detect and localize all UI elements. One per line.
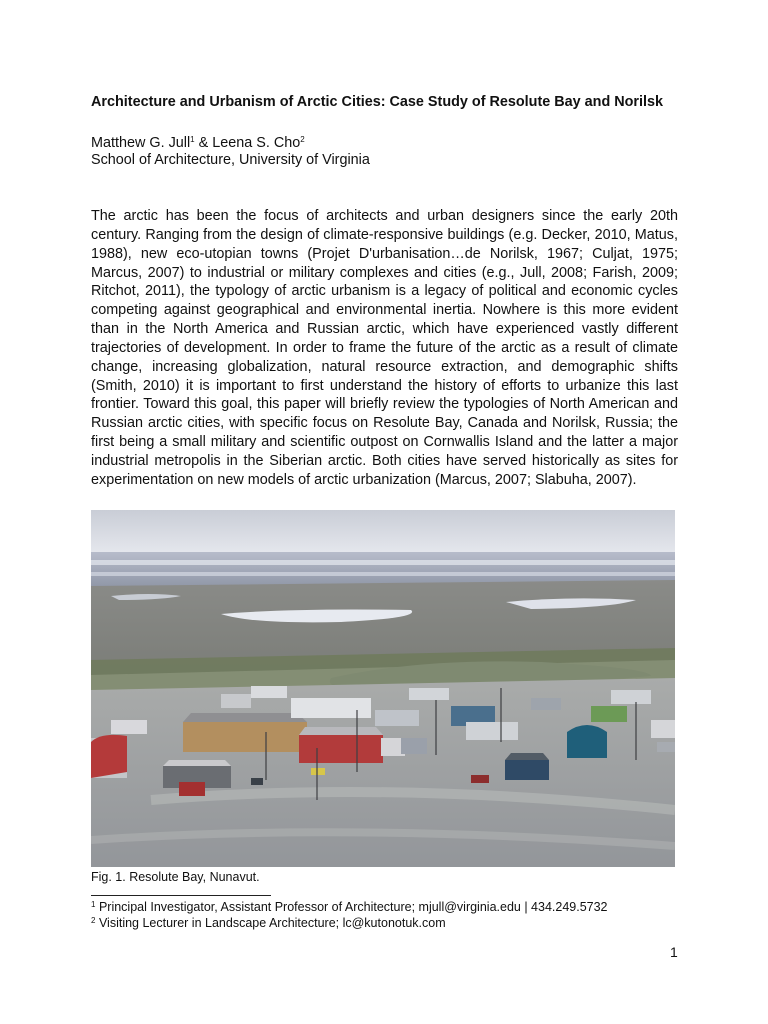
- abstract-paragraph: The arctic has been the focus of architects and urban designers since the early 20th century. Ranging from the design of climate-responsive buildings (e.g. Decker, 2010, Matus, 1988), new eco-utopian towns (Projet D'urbanisation…de Norilsk, 1967; Culjat, 1975; Marcus, 2007) to industrial or military complexes and cities (e.g., Jull, 2008; Farish, 2009; Ritchot, 2011), the typology of arctic urbanism is a legacy of political and economic cycles competing against geographical and environmental inertia. Nowhere is this more evident than in the North America and Russian arctic, which have experienced vastly different trajectories of development. In order to frame the future of the arctic as a result of climate change, increasing globalization, natural resource extraction, and demographic shifts (Smith, 2010) it is important to first understand the history of efforts to urbanize this last frontier. Toward this goal, this paper will briefly review the typologies of North American and Russian arctic cities, with specific focus on Resolute Bay, Canada and Norilsk, Russia; the first being a small military and scientific outpost on Cornwallis Island and the latter a major industrial metropolis in the Siberian arctic. Both cities have served historically as sites for experimentation on new models of arctic urbanization (Marcus, 2007; Slabuha, 2007).: [91, 208, 678, 488]
- affiliation-marker: 2: [300, 135, 305, 144]
- footnote-divider: [91, 895, 271, 896]
- figure-photo-resolute-bay: [91, 510, 675, 867]
- page-number: 1: [670, 944, 678, 960]
- footnote-text: Principal Investigator, Assistant Professor of Architecture; mjull@virginia.edu | 434.249.5732: [98, 900, 608, 914]
- author-separator: &: [194, 135, 213, 151]
- footnote-text: Visiting Lecturer in Landscape Architecture; lc@kutonotuk.com: [98, 916, 446, 930]
- affiliation-marker: 1: [190, 135, 195, 144]
- footnote-2: [91, 916, 446, 931]
- footnote-marker: 1: [91, 900, 96, 909]
- figure-caption: Fig. 1. Resolute Bay, Nunavut.: [91, 870, 260, 884]
- footnote-1: [91, 900, 608, 915]
- author-name: Leena S. Cho: [212, 135, 301, 151]
- author-name: Matthew G. Jull: [91, 135, 191, 151]
- affiliation: School of Architecture, University of Virginia: [91, 152, 370, 168]
- footnote-marker: 2: [91, 916, 96, 925]
- paper-title: Architecture and Urbanism of Arctic Cities: Case Study of Resolute Bay and Norilsk: [91, 94, 664, 110]
- photo-illustration: [91, 510, 675, 867]
